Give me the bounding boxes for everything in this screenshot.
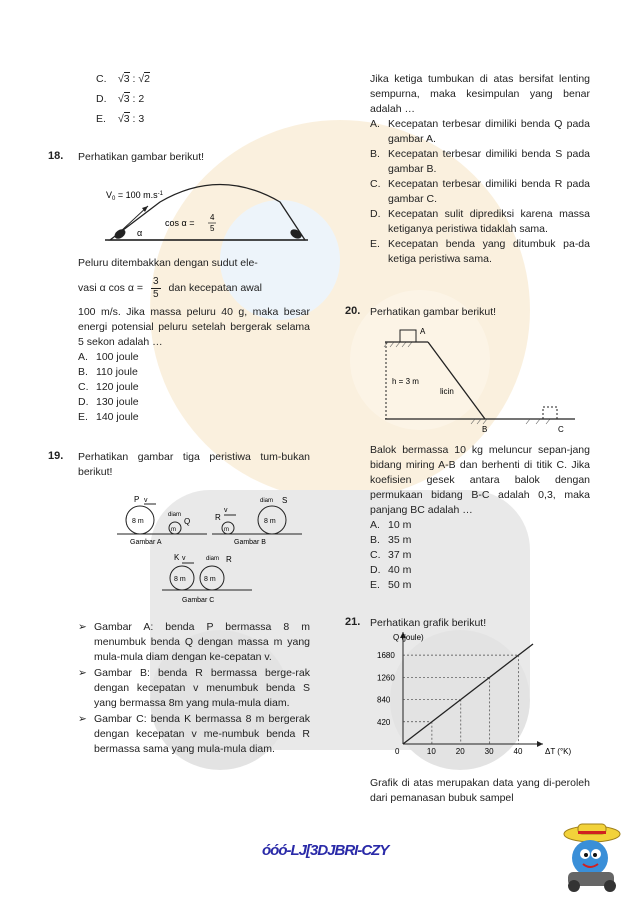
q18-option-e[interactable]: E. 140 joule	[78, 411, 139, 423]
svg-text:P: P	[134, 495, 140, 504]
cos-label: cos α =	[165, 218, 195, 228]
wheel-icon	[604, 880, 616, 892]
q19-bullet-c: ➢ Gambar C: benda K bermassa 8 m bergerak dengan kecepatan v me-numbuk benda R bermassa sama yang mula-mula diam.	[78, 713, 310, 755]
y-tick-label: 1680	[377, 651, 395, 661]
series-line	[403, 644, 533, 744]
q20-option-e[interactable]: E. 50 m	[370, 579, 412, 591]
q18-option-d[interactable]: D. 130 joule	[78, 396, 139, 408]
arrow-bullet-icon: ➢	[78, 713, 87, 725]
q18-number: 18.	[48, 150, 64, 162]
svg-text:R: R	[215, 513, 221, 522]
q20-number: 20.	[345, 305, 361, 317]
q17-option-e[interactable]: E. √3 : 3	[96, 113, 145, 125]
svg-text:8 m: 8 m	[204, 576, 216, 583]
svg-text:4: 4	[210, 213, 215, 222]
block-a	[400, 330, 416, 342]
chart-marks	[377, 632, 572, 756]
q17-option-d[interactable]: D. √3 : 2	[96, 93, 145, 105]
x-tick-label: 10	[426, 747, 436, 756]
y-axis-label: Q (joule)	[393, 633, 424, 642]
sqrt-operand: 2	[144, 73, 150, 85]
block-c	[543, 407, 557, 419]
x-axis-arrow	[537, 741, 543, 747]
x-tick-label: 30	[484, 747, 494, 756]
svg-text:C: C	[558, 425, 564, 434]
q20-text: Balok bermassa 10 kg meluncur sepan-jang bidang miring A-B dan berhenti di titik C. Jika koefisien gesek antara balok dengan permukaan bidang B-C adalah 0,3, maka panjang BC adalah … A. 10 m B. 35 m C. 37 m D. 40 m E. 50 m	[370, 444, 590, 591]
svg-text:diam: diam	[260, 498, 274, 504]
q19-option-e[interactable]: E. Kecepatan benda yang ditumbuk pa-da ketiga peristiwa sama.	[370, 238, 590, 265]
y-tick-label: 1260	[377, 673, 395, 683]
wheel-icon	[568, 880, 580, 892]
svg-text:A: A	[420, 327, 426, 336]
q19-intro: Perhatikan gambar tiga peristiwa tum-bukan berikut!	[78, 451, 310, 478]
svg-text:m: m	[171, 527, 176, 533]
q17-options-tail	[78, 72, 310, 132]
q18-option-c[interactable]: C. 120 joule	[78, 381, 139, 393]
x-tick-label: 40	[513, 747, 523, 756]
arrow-bullet-icon: ➢	[78, 621, 87, 633]
svg-text:8 m: 8 m	[132, 518, 144, 525]
svg-text:diam: diam	[168, 512, 182, 518]
q20-option-c[interactable]: C. 37 m	[370, 549, 412, 561]
q19-option-d[interactable]: D. Kecepatan sulit diprediksi karena massa ketiganya peristiwa tidaklah sama.	[370, 208, 590, 235]
q19-option-c[interactable]: C. Kecepatan terbesar dimiliki benda R pada gambar C.	[370, 178, 590, 205]
incline	[428, 342, 485, 419]
alpha-label: α	[137, 228, 143, 238]
svg-text:v: v	[182, 555, 186, 562]
fraction: $\frac{3}{5}$	[152, 275, 159, 300]
svg-text:Gambar C: Gambar C	[182, 597, 215, 604]
q17-option-c[interactable]: C. √3 : √2	[96, 73, 150, 85]
svg-text:R: R	[226, 555, 232, 564]
q19-bullets	[78, 620, 310, 758]
x-axis-label: ΔT (°K)	[545, 747, 572, 756]
svg-text:licin: licin	[440, 387, 454, 396]
y-tick-label: 420	[377, 717, 391, 727]
bullet-landing-icon	[289, 228, 303, 241]
svg-text:S: S	[282, 496, 288, 505]
q20-options	[370, 518, 590, 593]
globe-icon	[572, 840, 608, 876]
origin-label: 0	[395, 747, 400, 756]
svg-text:v: v	[224, 507, 228, 514]
q19-figure	[112, 490, 312, 610]
q20-option-d[interactable]: D. 40 m	[370, 564, 412, 576]
footer-brand: óóó-LJ[3DJBRI-CZY	[262, 842, 389, 859]
q18-options	[78, 350, 310, 425]
q18-figure	[100, 172, 310, 244]
x-tick-label: 20	[455, 747, 465, 756]
q20-option-b[interactable]: B. 35 m	[370, 534, 412, 546]
q21-text: Grafik di atas merupakan data yang di-peroleh dari pemanasan bubuk sampel	[370, 777, 590, 804]
q19-option-a[interactable]: A. Kecepatan terbesar dimiliki benda Q pada gambar A.	[370, 118, 590, 145]
mascot-logo	[556, 820, 628, 892]
svg-text:m: m	[224, 527, 229, 533]
q19-options	[370, 117, 590, 267]
q18-option-b[interactable]: B. 110 joule	[78, 366, 138, 378]
q21-number: 21.	[345, 616, 361, 628]
svg-text:8 m: 8 m	[264, 518, 276, 525]
y-tick-label: 840	[377, 695, 391, 705]
svg-text:Gambar B: Gambar B	[234, 539, 266, 546]
arrow-bullet-icon: ➢	[78, 667, 87, 679]
q18-intro: Perhatikan gambar berikut!	[78, 151, 205, 163]
q19-bullet-a: ➢ Gambar A: benda P bermassa 8 m menumbuk benda Q dengan massa m yang mula-mula diam dengan ke-cepatan v.	[78, 621, 310, 663]
q21-chart	[375, 632, 575, 764]
sqrt-operand: 3	[123, 73, 130, 85]
v0-label: $V_0 = 100$ $m.s^{-1}$	[106, 190, 163, 202]
svg-text:5: 5	[210, 224, 215, 233]
q20-option-a[interactable]: A. 10 m	[370, 519, 412, 531]
svg-text:B: B	[482, 425, 488, 434]
q19-bullet-b: ➢ Gambar B: benda R bermassa berge-rak dengan kecepatan v menumbuk benda S yang bermassa 8m yang mula-mula diam.	[78, 667, 310, 709]
q19-number: 19.	[48, 450, 64, 462]
q18-option-a[interactable]: A. 100 joule	[78, 351, 139, 363]
q20-figure	[380, 322, 580, 440]
q18-text: Peluru ditembakkan dengan sudut ele- vasi α cos α = $\frac{3}{5}$ dan kecepatan awal 100 m/s. Jika massa peluru 40 g, maka besar energi potensial peluru setelah bergerak selama 5 sekon adalah … A. 100 joule B. 110 joule C. 120 joule D. 130 joule E. 140 joule	[78, 257, 310, 423]
svg-text:K: K	[174, 553, 180, 562]
svg-text:diam: diam	[206, 556, 220, 562]
svg-text:8 m: 8 m	[174, 576, 186, 583]
q19-continuation: Jika ketiga tumbukan di atas bersifat lenting sempurna, maka kesimpulan yang benar adalah … A. Kecepatan terbesar dimiliki benda Q pada gambar A. B. Kecepatan terbesar dimiliki benda S pada gambar B. C. Kecepatan terbesar dimiliki benda R pada gambar C. D. Kecepatan sulit diprediksi karena massa ketiganya peristiwa tidaklah sama. E. Kecepatan benda yang ditumbuk pa-da ketiga peristiwa sama.	[370, 73, 590, 265]
svg-text:v: v	[144, 497, 148, 504]
q18-block	[78, 150, 310, 165]
q21-intro: Perhatikan grafik berikut!	[370, 617, 487, 629]
svg-text:h = 3 m: h = 3 m	[392, 377, 419, 386]
q20-intro: Perhatikan gambar berikut!	[370, 306, 497, 318]
svg-text:Gambar A: Gambar A	[130, 539, 162, 546]
svg-text:Q: Q	[184, 517, 191, 526]
q19-option-b[interactable]: B. Kecepatan terbesar dimiliki benda S pada gambar B.	[370, 148, 590, 175]
